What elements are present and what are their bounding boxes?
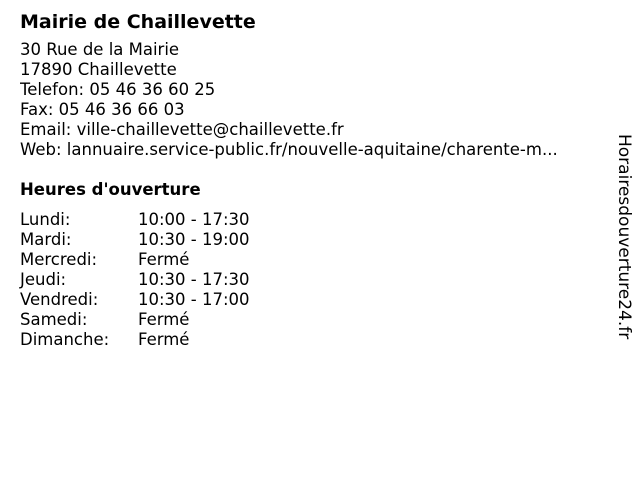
hours-day: Jeudi: <box>20 270 67 289</box>
email-link[interactable]: ville-chaillevette@chaillevette.fr <box>76 120 344 139</box>
hours-row <box>20 270 250 290</box>
hours-row <box>20 250 250 270</box>
hours-table <box>20 210 250 350</box>
web-link[interactable]: lannuaire.service-public.fr/nouvelle-aquitaine/charente-m... <box>66 140 558 159</box>
contact-block <box>20 40 600 160</box>
hours-day: Samedi: <box>20 310 88 329</box>
hours-row <box>20 210 250 230</box>
address-city: 17890 Chaillevette <box>20 60 177 79</box>
brand-watermark: Horairesdouverture24.fr <box>614 134 634 340</box>
hours-time: 10:30 - 19:00 <box>138 230 250 249</box>
fax-number: 05 46 36 66 03 <box>58 100 185 119</box>
phone-line <box>20 80 600 100</box>
hours-time: Fermé <box>138 310 190 329</box>
email-label: Email: <box>20 120 72 139</box>
hours-heading: Heures d'ouverture <box>20 180 201 199</box>
web-label: Web: <box>20 140 62 159</box>
place-card <box>20 8 600 350</box>
hours-time: Fermé <box>138 250 190 269</box>
hours-row <box>20 310 250 330</box>
phone-label: Telefon: <box>20 80 85 99</box>
hours-day: Lundi: <box>20 210 71 229</box>
hours-time: 10:30 - 17:30 <box>138 270 250 289</box>
fax-line <box>20 100 600 120</box>
hours-row <box>20 290 250 310</box>
hours-row <box>20 330 250 350</box>
hours-time: Fermé <box>138 330 190 349</box>
email-line <box>20 120 600 140</box>
hours-time: 10:00 - 17:30 <box>138 210 250 229</box>
fax-label: Fax: <box>20 100 54 119</box>
address-street: 30 Rue de la Mairie <box>20 40 180 59</box>
hours-day: Mardi: <box>20 230 72 249</box>
hours-row <box>20 230 250 250</box>
place-title: Mairie de Chaillevette <box>20 11 256 33</box>
hours-day: Mercredi: <box>20 250 98 269</box>
phone-number[interactable]: 05 46 36 60 25 <box>89 80 216 99</box>
hours-day: Dimanche: <box>20 330 110 349</box>
hours-time: 10:30 - 17:00 <box>138 290 250 309</box>
hours-day: Vendredi: <box>20 290 99 309</box>
web-line <box>20 140 600 160</box>
